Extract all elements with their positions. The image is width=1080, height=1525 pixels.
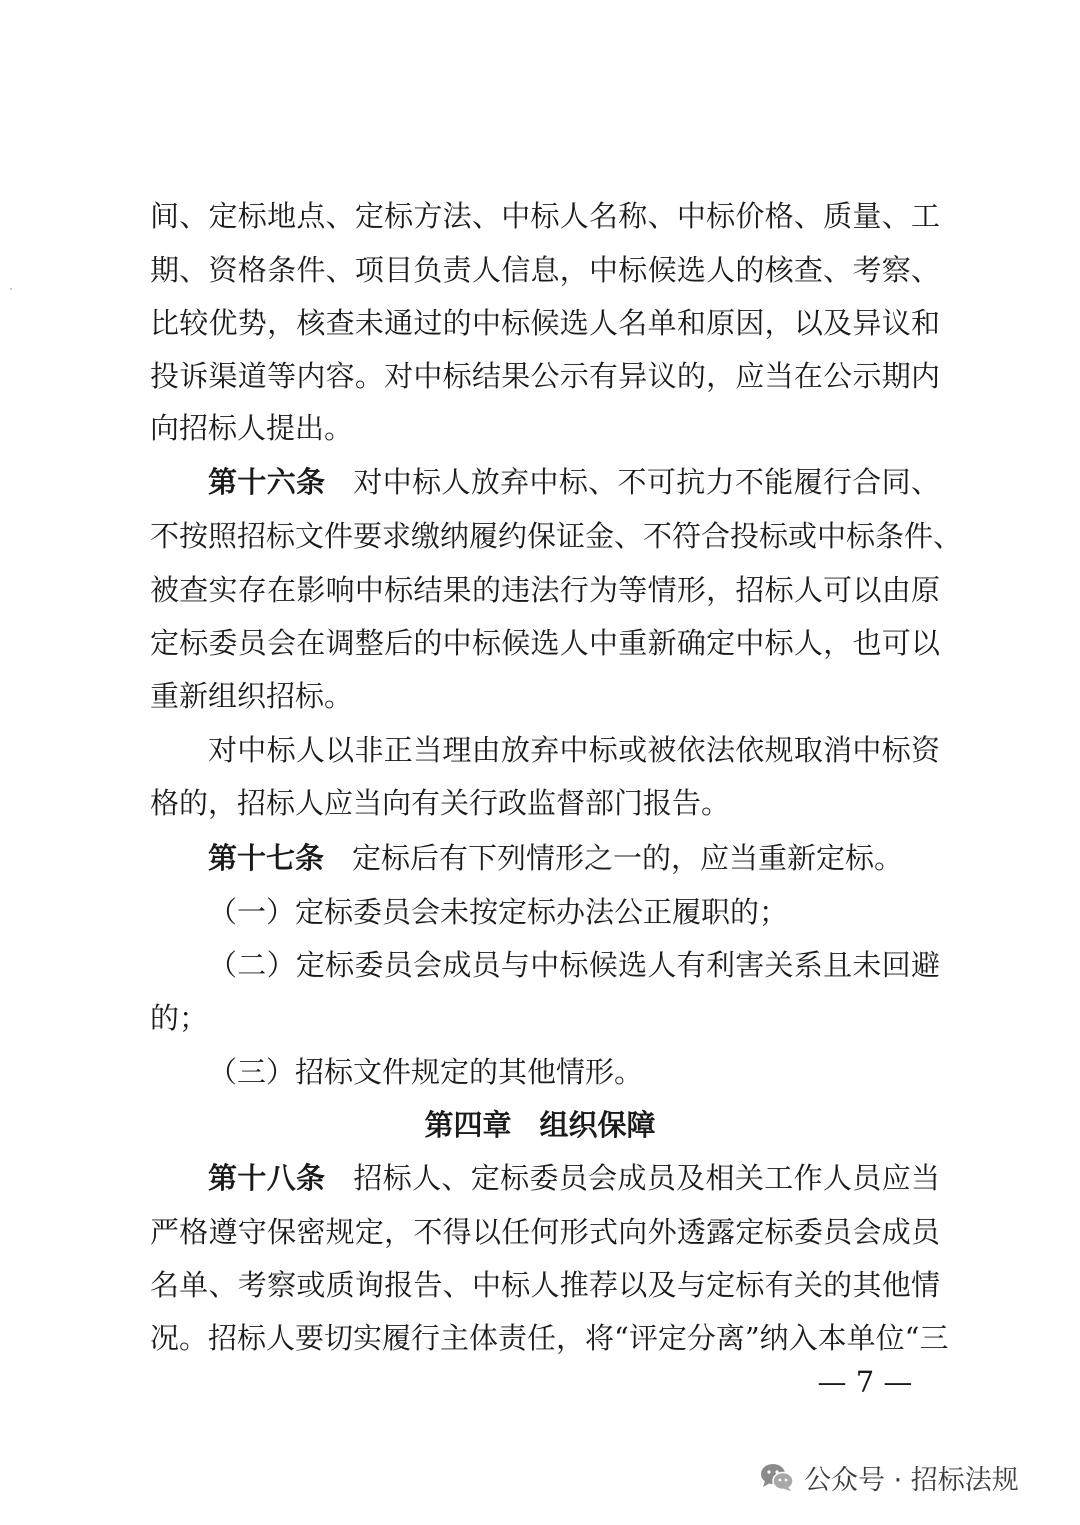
article-16-number: 第十六条 <box>208 465 326 499</box>
body-line: 投诉渠道等内容。对中标结果公示有异议的，应当在公示期内 <box>150 359 940 393</box>
list-item-continuation: 的； <box>150 1001 209 1035</box>
body-line: 比较优势，核查未通过的中标候选人名单和原因，以及异议和 <box>150 306 940 340</box>
body-line: 被查实存在影响中标结果的违法行为等情形，招标人可以由原 <box>150 573 940 607</box>
article-18-number: 第十八条 <box>208 1161 326 1195</box>
scan-speck <box>10 288 12 290</box>
list-item: （一）定标委员会未按定标办法公正履职的； <box>208 895 789 929</box>
list-item: （二）定标委员会成员与中标候选人有利害关系且未回避 <box>208 948 940 982</box>
article-18-text: 招标人、定标委员会成员及相关工作人员应当 <box>353 1161 940 1195</box>
body-line: 定标委员会在调整后的中标候选人中重新确定中标人，也可以 <box>150 626 940 660</box>
watermark <box>760 1455 1019 1499</box>
article-17-text: 定标后有下列情形之一的，应当重新定标。 <box>352 841 904 875</box>
body-line: 期、资格条件、项目负责人信息，中标候选人的核查、考察、 <box>150 253 940 287</box>
page-number: — 7 — <box>817 1365 913 1399</box>
watermark-label: 公众号 · 招标法规 <box>804 1464 1019 1496</box>
article-17-first-line <box>208 838 940 878</box>
body-line: 重新组织招标。 <box>150 679 354 713</box>
chapter-title: 组织保障 <box>539 1108 656 1142</box>
article-16-text: 对中标人放弃中标、不可抗力不能履行合同、 <box>353 465 940 499</box>
wechat-icon <box>760 1462 794 1492</box>
chapter-number: 第四章 <box>424 1108 512 1142</box>
body-line: 况。招标人要切实履行主体责任，将“评定分离”纳入本单位“三 <box>150 1321 949 1355</box>
body-line: 向招标人提出。 <box>150 411 354 445</box>
body-line: 对中标人以非正当理由放弃中标或被依法依规取消中标资 <box>208 733 940 767</box>
list-item: （三）招标文件规定的其他情形。 <box>208 1055 644 1089</box>
body-line: 格的，招标人应当向有关行政监督部门报告。 <box>150 786 731 820</box>
body-line: 间、定标地点、定标方法、中标人名称、中标价格、质量、工 <box>150 199 940 233</box>
article-18-first-line <box>208 1158 940 1198</box>
body-line: 严格遵守保密规定，不得以任何形式向外透露定标委员会成员 <box>150 1215 940 1249</box>
article-17-number: 第十七条 <box>208 841 325 875</box>
chapter-heading <box>0 1105 1080 1145</box>
article-16-first-line <box>208 462 940 502</box>
body-line: 不按照招标文件要求缴纳履约保证金、不符合投标或中标条件、 <box>150 519 963 553</box>
body-line: 名单、考察或质询报告、中标人推荐以及与定标有关的其他情 <box>150 1268 940 1302</box>
